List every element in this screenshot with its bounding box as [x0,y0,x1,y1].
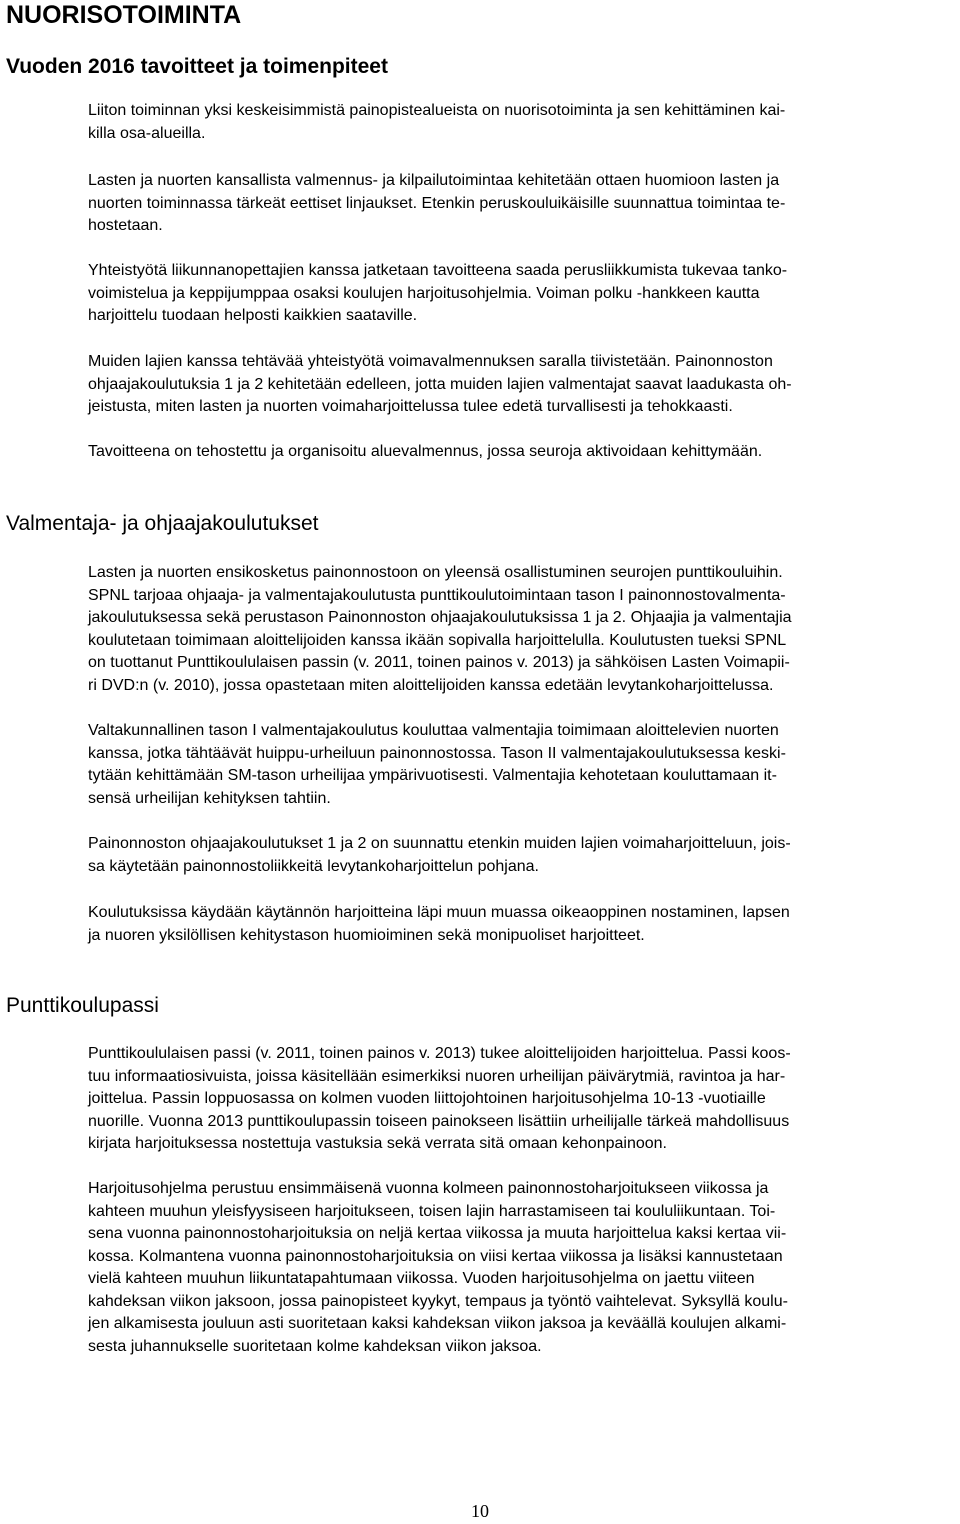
text-line: nuorille. Vuonna 2013 punttikoulupassin toiseen painokseen lisättiin urheilijalle tärkeä mahdollisuus [88,1112,790,1130]
paragraph [88,170,785,238]
paragraph [88,902,790,947]
text-line: voimistelua ja keppijumppaa osaksi koulujen harjoitusohjelmia. Voiman polku -hankkeen kautta [88,284,760,302]
text-line: harjoittelu tuodaan helposti kaikkien saataville. [88,307,418,324]
text-line: Tavoitteena on tehostettu ja organisoitu aluevalmennus, jossa seuroja aktivoidaan kehittymään. [88,443,763,460]
paragraph [88,351,792,419]
text-line: kanssa, jotka tähtäävät huippu-urheiluun painonnostossa. Tason II valmentajakoulutuksessa keski- [88,744,786,762]
text-line: Punttikoululaisen passi (v. 2011, toinen painos v. 2013) tukee aloittelijoiden harjoittelua. Passi koos- [88,1045,791,1062]
page-title: NUORISOTOIMINTA [6,1,242,29]
text-line: vielä kahteen muuhun liikuntatapahtumaan viikossa. Vuoden harjoitusohjelma on jaettu viiteen [88,1270,755,1287]
text-line: Yhteistyötä liikunnanopettajien kanssa jatketaan tavoitteena saada perusliikkumista tukevaa tanko- [88,262,788,279]
text-line: Muiden lajien kanssa tehtävää yhteistyötä voimavalmennuksen saralla tiivistetään. Painonnoston [88,353,773,370]
paragraph [88,1043,791,1156]
page-number: 10 [471,1501,489,1521]
text-line: kirjata harjoituksessa nostettuja vastuksia sekä verrata sitä omaan kehonpainoon. [88,1135,667,1152]
text-line: koulutetaan toimimaan aloittelijoiden kanssa ikään sopivalla harjoittelulla. Koulutusten tueksi SPNL [88,631,787,649]
text-line: hostetaan. [88,217,163,234]
text-line: on tuottanut Punttikoululaisen passin (v. 2011, toinen painos v. 2013) ja sähköisen Lasten Voimapii- [88,654,790,671]
text-line: Painonnoston ohjaajakoulutukset 1 ja 2 on suunnattu etenkin muiden lajien voimaharjoitteluun, jois- [88,835,791,852]
text-line: Lasten ja nuorten kansallista valmennus- ja kilpailutoimintaa kehitetään ottaen huomioon lasten ja [88,172,780,189]
paragraph [88,720,786,810]
text-line: sesta juhannukselle suoritetaan kolme kahdeksan viikon jaksoa. [88,1337,542,1355]
text-line: tytään kehittämään SM-tason urheilijaa ympärivuotisesti. Valmentajia kehotetaan kouluttamaan it- [88,767,777,784]
text-line: Lasten ja nuorten ensikosketus painonnostoon on yleensä osallistuminen seurojen punttikouluihin. [88,564,783,581]
text-line: tuu informaatiosivuista, joissa käsitellään esimerkiksi nuoren urheilijan päivärytmiä, ravintoa ja har- [88,1067,786,1085]
paragraph [88,100,785,145]
text-line: Valtakunnallinen tason I valmentajakoulutus kouluttaa valmentajia toimimaan aloittelevien nuorten [88,722,779,739]
paragraph [88,441,762,464]
text-line: kossa. Kolmantena vuonna painonnostoharjoituksia on viisi kertaa viikossa ja lisäksi kannustetaan [88,1247,783,1265]
text-line: Liiton toiminnan yksi keskeisimmistä painopistealueista on nuorisotoiminta ja sen kehittäminen kai- [88,102,786,119]
text-line: kahdeksan viikon jaksoon, jossa painopisteet kyykyt, tempaus ja työntö vaihtelevat. Syksyllä koulu- [88,1292,788,1310]
text-line: ja nuoren yksilöllisen kehitystason huomioiminen sekä monipuoliset harjoitteet. [88,926,645,944]
text-line: jeistusta, miten lasten ja nuorten voimaharjoittelussa tulee edetä turvallisesti ja tehokkaasti. [88,398,733,415]
text-line: kahteen muuhun yleisfyysiseen harjoitukseen, toisen lajin harrastamiseen tai koululiikuntaan. Toi- [88,1202,776,1220]
text-line: sena vuonna painonnostoharjoituksia on neljä kertaa viikossa ja muuta harjoittelua kaksi kertaa vii- [88,1225,787,1242]
page-subtitle: Vuoden 2016 tavoitteet ja toimenpiteet [6,55,388,78]
section-heading: Valmentaja- ja ohjaajakoulutukset [6,512,319,535]
text-line: killa osa-alueilla. [88,124,206,142]
text-line: sensä urheilijan kehityksen tahtiin. [88,789,331,807]
text-line: ri DVD:n (v. 2010), jossa opastetaan miten aloittelijoiden kanssa edetään levytankoharjoittelussa. [88,676,774,694]
paragraph [88,833,791,878]
text-line: nuorten toiminnassa tärkeät eettiset linjaukset. Etenkin peruskouluikäisille suunnattua toimintaa te- [88,194,786,212]
text-line: jen alkamisesta jouluun asti suoritetaan kaksi kahdeksan viikon jaksoa ja keväällä koulujen alkami- [88,1315,787,1332]
paragraph [88,562,792,697]
text-line: Harjoitusohjelma perustuu ensimmäisenä vuonna kolmeen painonnostoharjoitukseen viikossa ja [88,1180,769,1197]
text-line: Koulutuksissa käydään käytännön harjoitteina läpi muun muassa oikeaoppinen nostaminen, lapsen [88,904,790,921]
text-line: jakoulutuksessa sekä perustason Painonnoston ohjaajakoulutuksissa 1 ja 2. Ohjaajia ja valmentajia [88,609,792,626]
section-heading: Punttikoulupassi [6,994,159,1017]
paragraph [88,1178,788,1358]
paragraph [88,260,787,328]
text-line: sa käytetään painonnostoliikkeitä levytankoharjoittelun pohjana. [88,857,539,875]
text-line: ohjaajakoulutuksia 1 ja 2 kehitetään edelleen, jotta muiden lajien valmentajat saavat laadukasta oh- [88,375,792,393]
text-line: SPNL tarjoaa ohjaaja- ja valmentajakoulutusta punttikoulutoimintaan tason I painonnostovalmenta- [88,586,786,604]
text-line: joittelua. Passin loppuosassa on kolmen vuoden liittojohtoinen harjoitusohjelma 10-13 -vuotiaille [88,1090,766,1107]
